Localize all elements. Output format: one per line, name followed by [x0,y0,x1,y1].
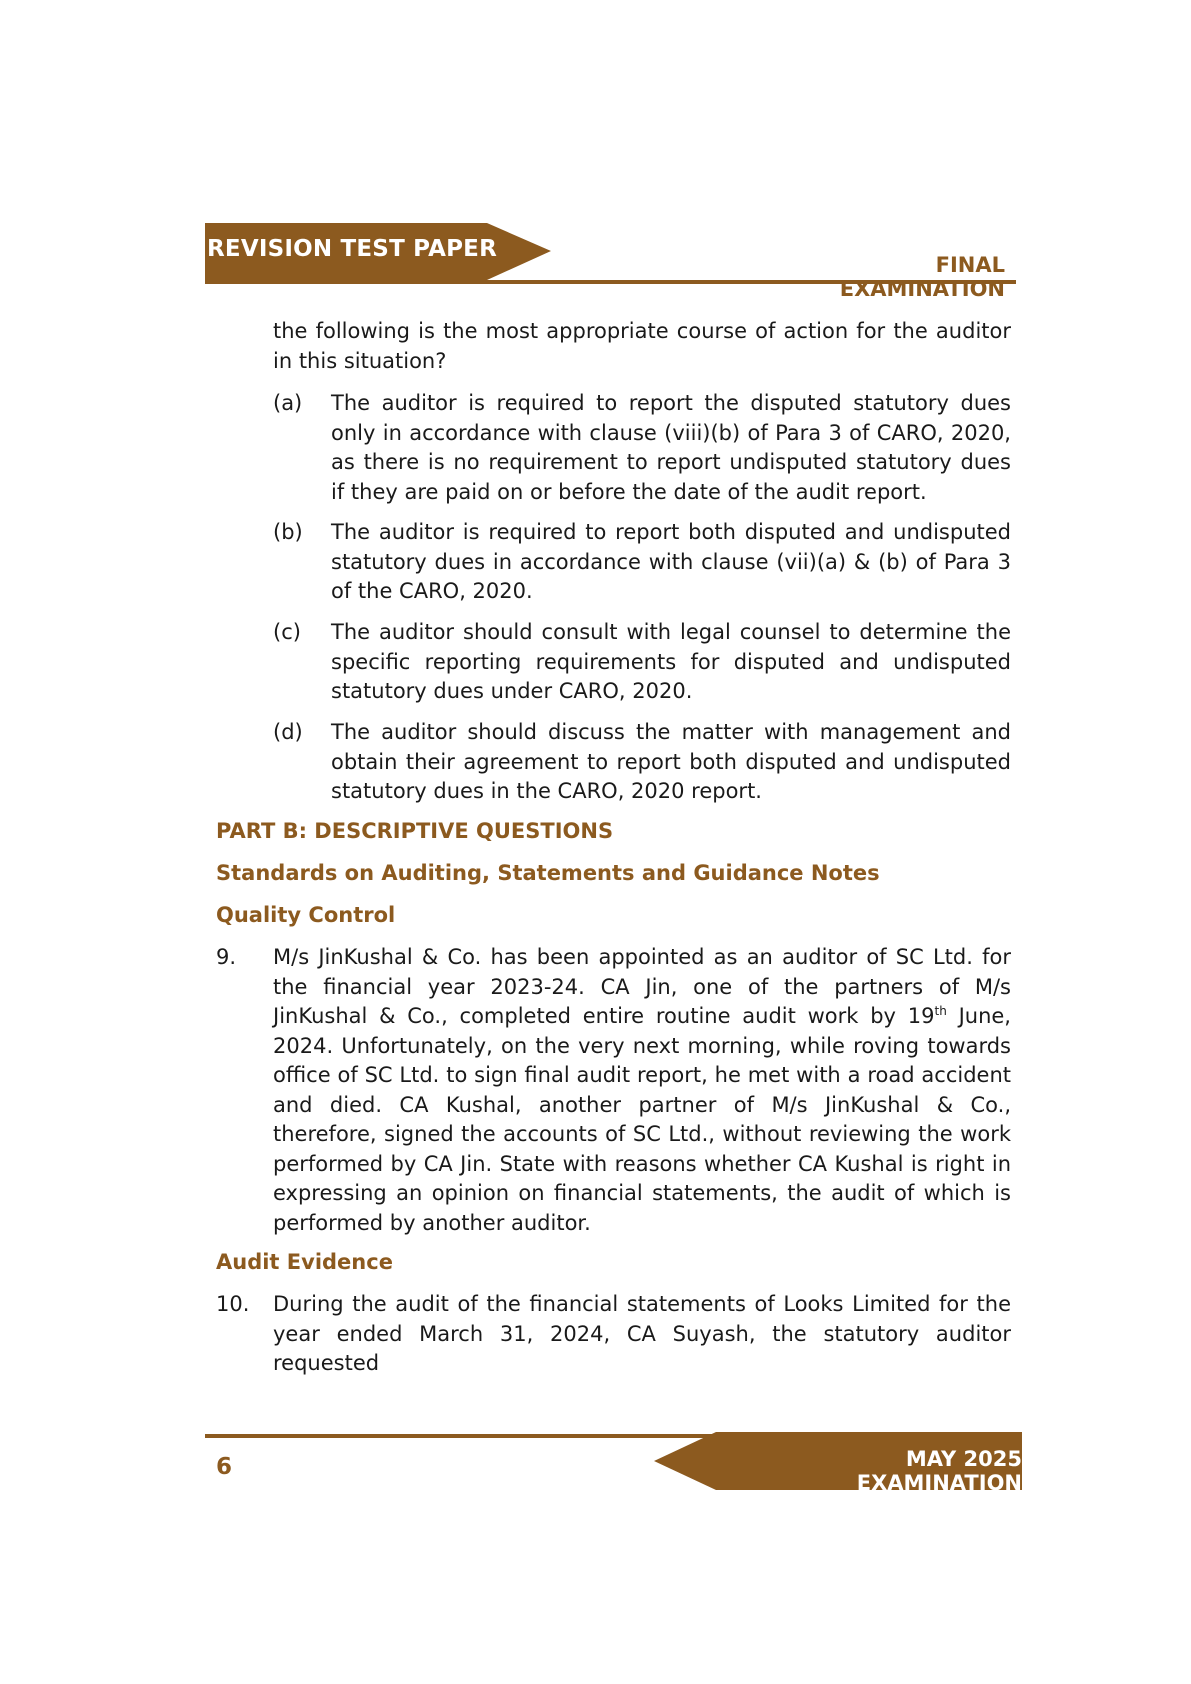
q10-text: During the audit of the financial statements of Looks Limited for the year ended March 31, 2024, CA Suyash, the statutory auditor requested [273,1292,1011,1375]
q9-text-part2: June, 2024. Unfortunately, on the very next morning, while roving towards office of SC Ltd. to sign final audit report, he met with a road accident and died. CA Kushal, another partner of M/s JinKushal & Co., therefore, signed the accounts of SC Ltd., without reviewing the work performed by CA Jin. State with reasons whether CA Kushal is right in expressing an opinion on financial statements, the audit of which is performed by another auditor. [273,1004,1011,1235]
header-title: REVISION TEST PAPER [207,236,497,262]
quality-control-heading: Quality Control [216,903,396,927]
option-d-text: The auditor should discuss the matter with management and obtain their agreement to report both disputed and undisputed statutory dues in the CARO, 2020 report. [331,720,1011,803]
option-b-text: The auditor is required to report both disputed and undisputed statutory dues in accordance with clause (vii)(a) & (b) of Para 3 of the CARO, 2020. [331,520,1011,603]
option-a-text: The auditor is required to report the disputed statutory dues only in accordance with clause (viii)(b) of Para 3 of CARO, 2020, as there is no requirement to report undisputed statutory dues if they are paid on or before the date of the audit report. [331,391,1011,504]
part-b-heading: PART B: DESCRIPTIVE QUESTIONS [216,819,614,843]
option-c-text: The auditor should consult with legal counsel to determine the specific reporting requirements for disputed and undisputed statutory dues under CARO, 2020. [331,620,1011,703]
option-b-label: (b) [273,520,303,544]
footer-rule [205,1434,718,1438]
q9-text-part1: M/s JinKushal & Co. has been appointed as an auditor of SC Ltd. for the financial year 2023-24. CA Jin, one of the partners of M/s JinKushal & Co., completed entire routine audit work by 19 [273,945,1011,1028]
intro-text: the following is the most appropriate course of action for the auditor in this situation? [273,319,1011,373]
option-a-label: (a) [273,391,303,415]
q10-number: 10. [216,1292,250,1316]
q9-number: 9. [216,945,237,969]
q9-text [273,943,1011,1238]
q9-superscript: th [934,1004,947,1018]
footer-exam-label: MAY 2025 EXAMINATION [856,1447,1022,1495]
header-exam-label: FINAL EXAMINATION [839,253,1005,301]
audit-evidence-heading: Audit Evidence [216,1250,393,1274]
option-c-label: (c) [273,620,301,644]
standards-heading: Standards on Auditing, Statements and Guidance Notes [216,861,880,885]
page-number: 6 [216,1454,233,1480]
option-d-label: (d) [273,720,303,744]
